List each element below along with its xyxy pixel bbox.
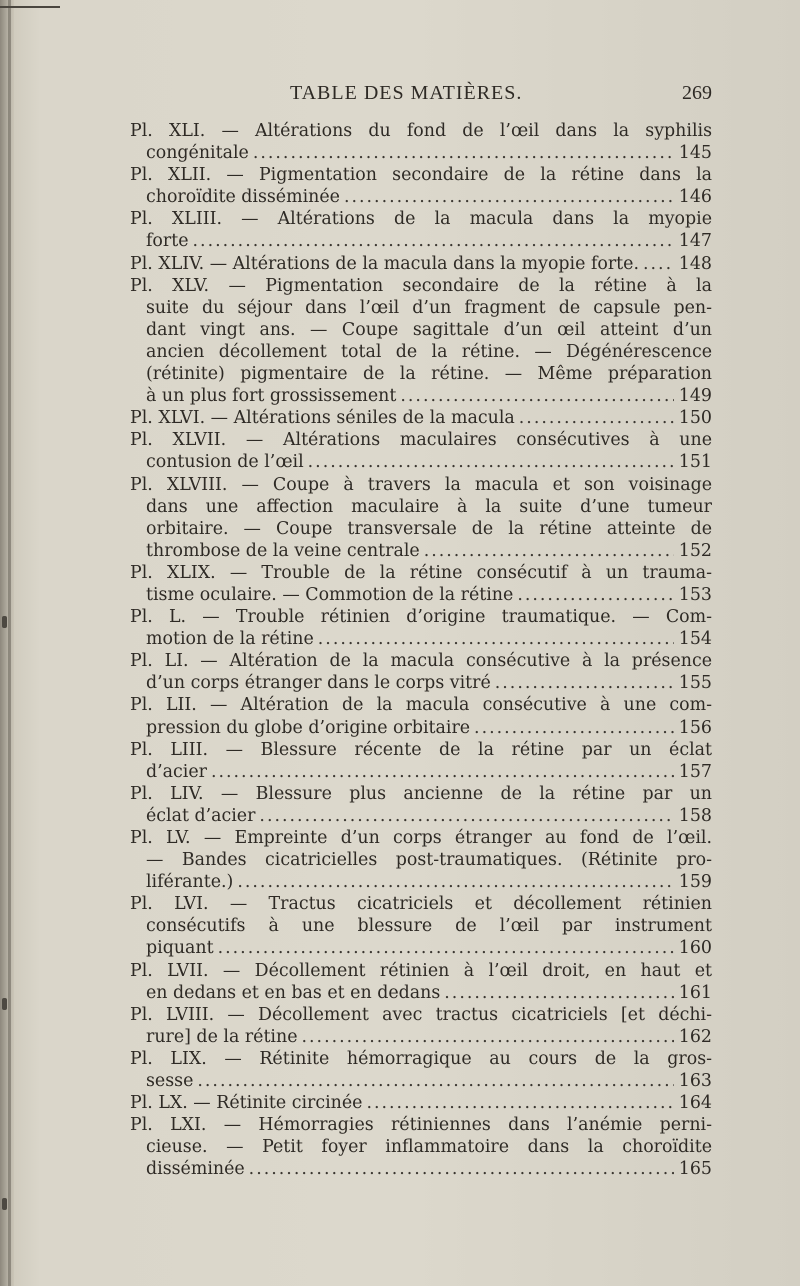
toc-entry-text: en dedans et en bas et en dedans bbox=[146, 982, 441, 1003]
toc-entry-text: forte bbox=[146, 231, 189, 252]
toc-page-number: 152 bbox=[678, 540, 712, 561]
toc-entry-text: d’acier bbox=[146, 761, 207, 782]
toc-entry bbox=[130, 739, 712, 783]
dot-leader bbox=[474, 717, 674, 739]
toc-entry bbox=[130, 1004, 712, 1048]
page-number: 269 bbox=[682, 82, 712, 104]
toc-entry bbox=[130, 275, 712, 408]
toc-entry-line: consécutifs à une blessure de l’œil par instrument bbox=[146, 916, 712, 937]
dot-leader bbox=[218, 937, 674, 959]
toc-page-number: 162 bbox=[678, 1026, 712, 1047]
toc-entry-final-line bbox=[130, 1158, 712, 1180]
toc-entry-line: Pl. LVII. — Décollement rétinien à l’œil droit, en haut et bbox=[130, 960, 712, 981]
toc-entry-line: Pl. LVI. — Tractus cicatriciels et décollement rétinien bbox=[130, 894, 712, 915]
toc-entry-final-line bbox=[130, 186, 712, 208]
toc-entry-text: piquant bbox=[146, 938, 214, 959]
dot-leader bbox=[249, 1158, 674, 1180]
binding-edge-line bbox=[8, 0, 11, 1286]
toc-page-number: 154 bbox=[678, 629, 712, 650]
dot-leader bbox=[259, 805, 674, 827]
toc-entry-text: rure] de la rétine bbox=[146, 1026, 298, 1047]
toc-entry-line: Pl. XLV. — Pigmentation secondaire de la rétine à la bbox=[130, 275, 712, 296]
dot-leader bbox=[366, 1092, 674, 1114]
toc-entry-line: Pl. LV. — Empreinte d’un corps étranger au fond de l’œil. bbox=[130, 828, 712, 848]
toc-entry bbox=[130, 562, 712, 606]
toc-entry-line: Pl. LIV. — Blessure plus ancienne de la rétine par un bbox=[130, 783, 712, 804]
toc-entry-final-line bbox=[130, 717, 712, 739]
toc-entry-text: contusion de l’œil bbox=[146, 452, 304, 473]
dot-leader bbox=[302, 1026, 675, 1048]
toc-entry-line: Pl. L. — Trouble rétinien d’origine traumatique. — Com- bbox=[130, 607, 712, 628]
toc-page-number: 156 bbox=[678, 717, 712, 738]
toc-entry-final-line bbox=[130, 628, 712, 650]
toc-entry-text: à un plus fort grossissement bbox=[146, 386, 397, 407]
toc-page-number: 159 bbox=[678, 872, 712, 893]
toc-page-number: 165 bbox=[678, 1159, 712, 1180]
dot-leader bbox=[253, 142, 674, 164]
toc-entry-line: suite du séjour dans l’œil d’un fragment de capsule pen- bbox=[146, 297, 712, 318]
toc-entry-final-line bbox=[130, 142, 712, 164]
toc-entry-line: Pl. LIII. — Blessure récente de la rétine par un éclat bbox=[130, 739, 712, 760]
toc-entry-line: Pl. LVIII. — Décollement avec tractus cicatriciels [et déchi- bbox=[130, 1004, 712, 1025]
toc-entry-line: Pl. LXI. — Hémorragies rétiniennes dans l’anémie perni- bbox=[130, 1115, 712, 1136]
toc-entry bbox=[130, 253, 712, 275]
toc-entry-final-line bbox=[130, 672, 712, 694]
toc-entry bbox=[130, 164, 712, 208]
toc-entry bbox=[130, 208, 712, 252]
dot-leader bbox=[444, 982, 674, 1004]
toc-page-number: 153 bbox=[678, 584, 712, 605]
toc-entry-final-line bbox=[130, 540, 712, 562]
toc-entry-text: Pl. LX. — Rétinite circinée bbox=[130, 1093, 363, 1114]
toc-entry bbox=[130, 893, 712, 959]
toc-page-number: 164 bbox=[678, 1093, 712, 1114]
toc-entry-line: dant vingt ans. — Coupe sagittale d’un œil atteint d’un bbox=[146, 319, 712, 340]
dot-leader bbox=[519, 407, 674, 429]
toc-entry-text: motion de la rétine bbox=[146, 629, 314, 650]
toc-page-number: 145 bbox=[678, 143, 712, 164]
binding-shadow bbox=[0, 0, 14, 1286]
toc-entry-final-line bbox=[130, 1070, 712, 1092]
toc-entry-line: orbitaire. — Coupe transversale de la rétine atteinte de bbox=[146, 518, 712, 539]
toc-page-number: 157 bbox=[678, 761, 712, 782]
toc-entry-final-line bbox=[130, 230, 712, 252]
toc-page-number: 160 bbox=[678, 938, 712, 959]
toc-page-number: 158 bbox=[678, 805, 712, 826]
toc-page-number: 148 bbox=[678, 253, 712, 274]
toc-entry-final-line bbox=[130, 451, 712, 473]
toc-page-number: 151 bbox=[678, 452, 712, 473]
toc-entry bbox=[130, 650, 712, 694]
toc-entry-text: disséminée bbox=[146, 1159, 245, 1180]
toc-page-number: 149 bbox=[678, 386, 712, 407]
toc-entry bbox=[130, 120, 712, 164]
margin-mark bbox=[2, 616, 7, 628]
dot-leader bbox=[495, 672, 674, 694]
toc-entry bbox=[130, 1048, 712, 1092]
toc-entry-line: Pl. XLI. — Altérations du fond de l’œil dans la syphilis bbox=[130, 121, 712, 141]
toc-entry-line: Pl. LIX. — Rétinite hémorragique au cours de la gros- bbox=[130, 1048, 712, 1069]
toc-page-number: 146 bbox=[678, 187, 712, 208]
toc-entry-final-line bbox=[130, 1092, 712, 1114]
toc-entry-line: Pl. LI. — Altération de la macula consécutive à la présence bbox=[130, 651, 712, 672]
toc-page-number: 147 bbox=[678, 231, 712, 252]
dot-leader bbox=[308, 451, 674, 473]
dot-leader bbox=[643, 253, 674, 275]
running-header bbox=[130, 82, 712, 108]
toc-entry-line: cieuse. — Petit foyer inflammatoire dans la choroïdite bbox=[146, 1137, 712, 1158]
toc-page-number: 150 bbox=[678, 408, 712, 429]
toc-entry bbox=[130, 606, 712, 650]
toc-entry-line: Pl. LII. — Altération de la macula consécutive à une com- bbox=[130, 695, 712, 716]
dot-leader bbox=[197, 1070, 674, 1092]
toc-entry-line: Pl. XLVIII. — Coupe à travers la macula et son voisinage bbox=[130, 474, 712, 495]
toc-entry bbox=[130, 1114, 712, 1180]
toc-entry bbox=[130, 1092, 712, 1114]
toc-entry-text: congénitale bbox=[146, 143, 249, 164]
toc-page-number: 155 bbox=[678, 673, 712, 694]
toc-entry-line: ancien décollement total de la rétine. — Dégénérescence bbox=[146, 341, 712, 362]
toc-entry-line: Pl. XLIII. — Altérations de la macula dans la myopie bbox=[130, 209, 712, 230]
toc-entry bbox=[130, 783, 712, 827]
dot-leader bbox=[400, 385, 674, 407]
toc-entry-final-line bbox=[130, 1026, 712, 1048]
dot-leader bbox=[424, 540, 674, 562]
toc-page-number: 163 bbox=[678, 1071, 712, 1092]
top-corner-rule bbox=[0, 6, 60, 8]
toc-entry-line: Pl. XLII. — Pigmentation secondaire de la rétine dans la bbox=[130, 165, 712, 186]
toc-entry-final-line bbox=[130, 761, 712, 783]
toc-entry-text: liférante.) bbox=[146, 872, 234, 893]
toc-entry-text: Pl. XLVI. — Altérations séniles de la macula bbox=[130, 408, 515, 429]
toc-entry bbox=[130, 827, 712, 893]
toc-entry-text: tisme oculaire. — Commotion de la rétine bbox=[146, 584, 514, 605]
toc-entry-line: dans une affection maculaire à la suite d’une tumeur bbox=[146, 496, 712, 517]
margin-mark bbox=[2, 998, 7, 1010]
toc-entry-final-line bbox=[130, 253, 712, 275]
dot-leader bbox=[237, 871, 674, 893]
toc-entry-text: sesse bbox=[146, 1071, 194, 1092]
toc-entry-line: (rétinite) pigmentaire de la rétine. — Même préparation bbox=[146, 364, 712, 385]
toc-entry-line: Pl. XLVII. — Altérations maculaires consécutives à une bbox=[130, 430, 712, 451]
dot-leader bbox=[211, 761, 674, 783]
toc-entry-text: choroïdite disséminée bbox=[146, 187, 340, 208]
toc-entry-final-line bbox=[130, 937, 712, 959]
toc-entry-line: — Bandes cicatricielles post-traumatiques. (Rétinite pro- bbox=[146, 850, 712, 871]
toc-entry-final-line bbox=[130, 871, 712, 893]
toc-entry-final-line bbox=[130, 584, 712, 606]
dot-leader bbox=[193, 230, 674, 252]
toc-entry-final-line bbox=[130, 385, 712, 407]
toc-entry-text: d’un corps étranger dans le corps vitré bbox=[146, 673, 491, 694]
toc-entry-line: Pl. XLIX. — Trouble de la rétine consécutif à un trauma- bbox=[130, 562, 712, 583]
table-of-contents bbox=[130, 120, 712, 1181]
toc-entry bbox=[130, 407, 712, 429]
running-title: TABLE DES MATIÈRES. bbox=[290, 82, 523, 104]
toc-entry bbox=[130, 429, 712, 473]
margin-mark bbox=[2, 1198, 7, 1210]
toc-page-number: 161 bbox=[678, 982, 712, 1003]
dot-leader bbox=[318, 628, 674, 650]
toc-entry bbox=[130, 474, 712, 562]
dot-leader bbox=[344, 186, 674, 208]
dot-leader bbox=[517, 584, 674, 606]
toc-entry-text: éclat d’acier bbox=[146, 805, 256, 826]
toc-entry bbox=[130, 960, 712, 1004]
toc-entry-final-line bbox=[130, 982, 712, 1004]
toc-entry-final-line bbox=[130, 407, 712, 429]
toc-entry-text: Pl. XLIV. — Altérations de la macula dans la myopie forte. bbox=[130, 253, 639, 274]
toc-entry-text: thrombose de la veine centrale bbox=[146, 540, 420, 561]
toc-entry-final-line bbox=[130, 805, 712, 827]
toc-entry-text: pression du globe d’origine orbitaire bbox=[146, 717, 471, 738]
toc-entry bbox=[130, 694, 712, 738]
